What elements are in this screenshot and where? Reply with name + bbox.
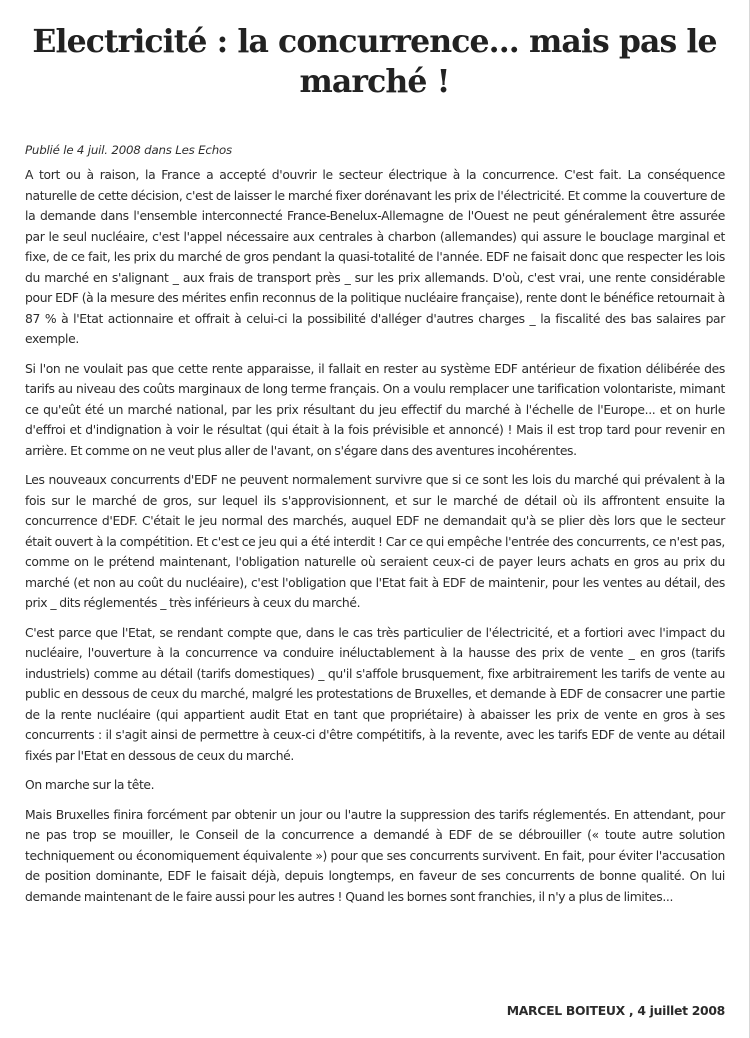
paragraph-6: Mais Bruxelles finira forcément par obtenir un jour ou l'autre la suppression des tarifs réglementés. En attendant, pour ne pas trop se mouiller, le Conseil de la concurrence a demandé à EDF de se débrouiller (« toute autre solution techniquement ou économiquement équivalente ») pour que ses concurrents survivent. En fait, pour éviter l'accusation de position dominante, EDF le faisait déjà, depuis longtemps, en faveur de ses concurrents de bonne qualité. On lui demande maintenant de le faire aussi pour les autres ! Quand les bornes sont franchies, il n'y a plus de limites... [25,807,725,904]
paragraph-2: Si l'on ne voulait pas que cette rente apparaisse, il fallait en rester au système EDF antérieur de fixation délibérée des tarifs au niveau des coûts marginaux de long terme français. On a voulu remplacer une tarification volontariste, mimant ce qu'eût été un marché national, par les prix résultant du jeu effectif du marché à l'échelle de l'Europe... et on hurle d'effroi et d'indignation à voir le résultat (qui était à la fois prévisible et annoncé) ! Mais il est trop tard pour revenir en arrière. Et comme on ne veut plus aller de l'avant, on s'égare dans des aventures incohérentes. [25,361,725,458]
paragraph-5: On marche sur la tête. [25,778,155,792]
author-signature: MARCEL BOITEUX , 4 juillet 2008 [506,1003,725,1018]
paragraph-4: C'est parce que l'Etat, se rendant compte que, dans le cas très particulier de l'électricité, et a fortiori avec l'impact du nucléaire, l'ouverture à la concurrence va conduire inéluctablement à la hausse des prix de vente _ en gros (tarifs industriels) comme au détail (tarifs domestiques) _ qu'il s'affole brusquement, fixe arbitrairement les tarifs de vente au public en dessous de ceux du marché, malgré les protestations de Bruxelles, et demande à EDF de consacrer une partie de la rente nucléaire (qui appartient audit Etat en tant que propriétaire) à abaisser les prix de vente en gros à ses concurrents : il s'agit ainsi de permettre à ceux-ci d'être compétitifs, à la revente, avec les tarifs EDF de vente au détail fixés par l'Etat en dessous de ceux du marché. [25,625,725,763]
article-body [25,165,725,916]
paragraph-3: Les nouveaux concurrents d'EDF ne peuvent normalement survivre que si ce sont les lois du marché qui prévalent à la fois sur le marché de gros, sur lequel ils s'approvisionnent, et sur le marché de détail où ils affrontent ensuite la concurrence d'EDF. C'était le jeu normal des marchés, auquel EDF ne demandait qu'à se plier dès lors que le secteur était ouvert à la compétition. Et c'est ce jeu qui a été interdit ! Car ce qui empêche l'entrée des concurrents, ce n'est pas, comme on le prétend maintenant, l'obligation naturelle où seraient ceux-ci de payer leurs achats en gros au prix du marché (et non au coût du nucléaire), c'est l'obligation que l'Etat fait à EDF de maintenir, pour les ventes au détail, des prix _ dits réglementés _ très inférieurs à ceux du marché. [25,473,725,610]
paragraph-1: A tort ou à raison, la France a accepté d'ouvrir le secteur électrique à la concurrence. C'est fait. La conséquence naturelle de cette décision, c'est de laisser le marché fixer dorénavant les prix de l'électricité. Et comme la couverture de la demande dans l'ensemble interconnecté France-Benelux-Allemagne de l'Ouest ne peut généralement être assurée par le seul nucléaire, c'est l'appel nécessaire aux centrales à charbon (allemandes) qui assure le bouclage marginal et fixe, de ce fait, les prix du marché de gros pendant la quasi-totalité de l'année. EDF ne faisait donc que respecter les lois du marché en s'alignant _ aux frais de transport près _ sur les prix allemands. D'où, c'est vrai, une rente considérable pour EDF (à la mesure des mérites enfin reconnus de la politique nucléaire française), rente dont le bénéfice retournait à 87 % à l'Etat actionnaire et offrait à celui-ci la possibilité d'alléger d'autres charges _ la fiscalité des bas salaires par exemple. [25,168,725,346]
publication-info: Publié le 4 juil. 2008 dans Les Echos [25,143,232,157]
article-title: Electricité : la concurrence... mais pas le marché ! [32,23,717,100]
